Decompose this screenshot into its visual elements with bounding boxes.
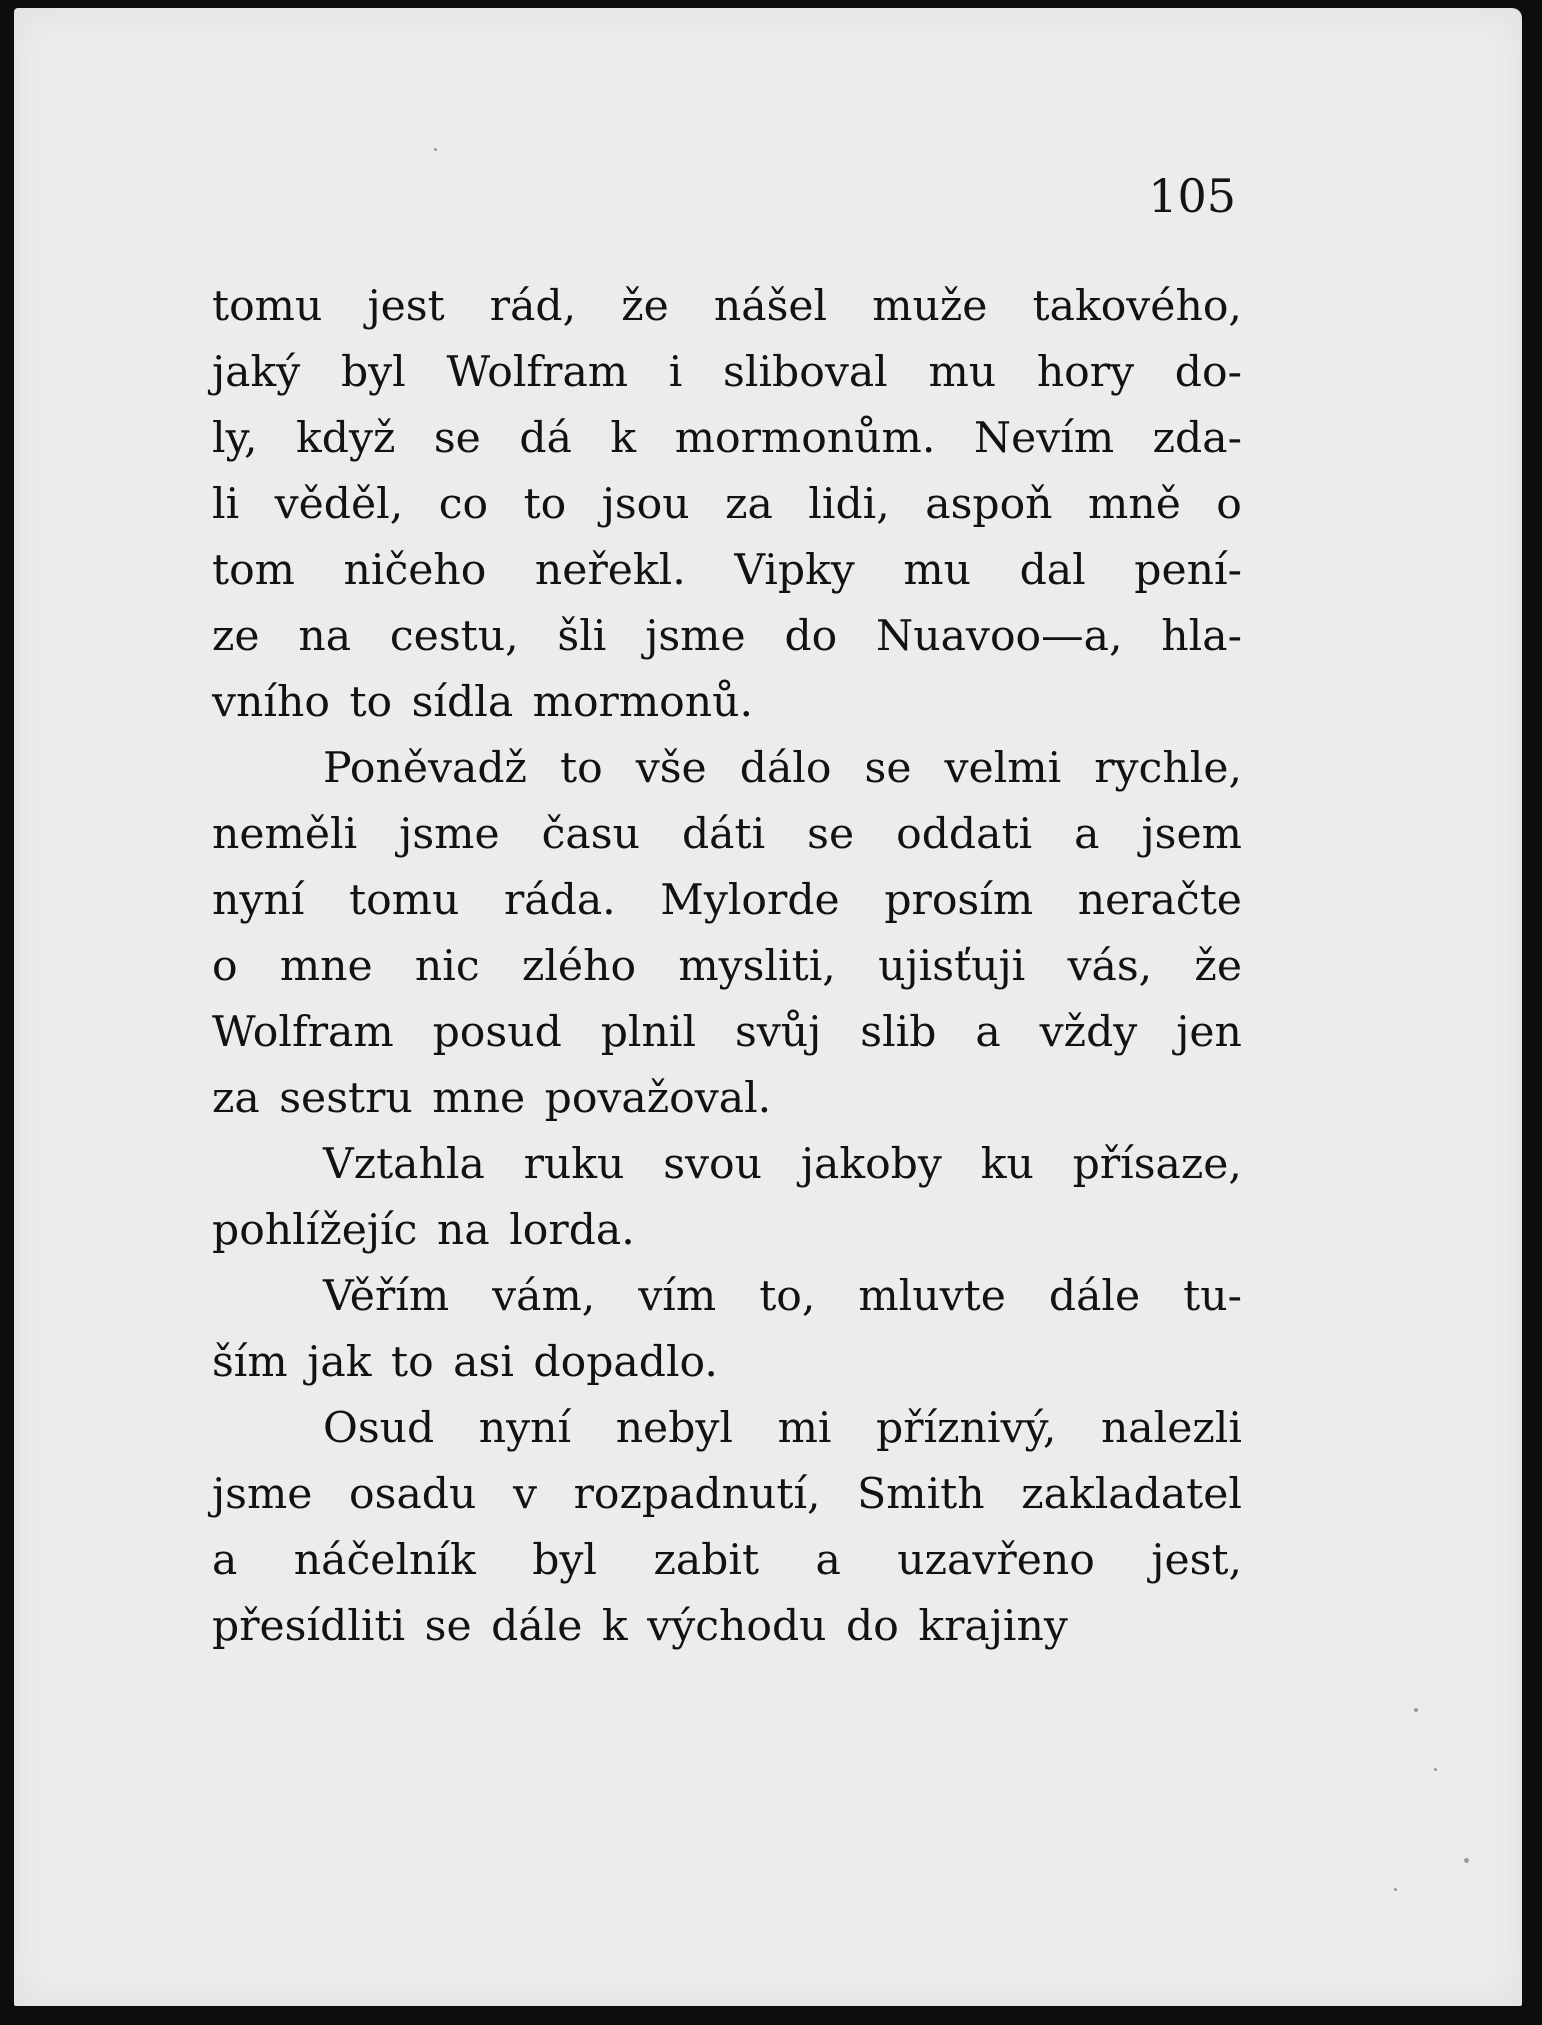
text-line: přesídliti se dále k východu do krajiny bbox=[212, 1602, 1068, 1651]
body-text bbox=[212, 274, 1242, 1660]
text-line: ly, když se dá k mormonům. Nevím zda- bbox=[212, 414, 1242, 463]
text-line: jsme osadu v rozpadnutí, Smith zakladatel bbox=[212, 1470, 1242, 1519]
text-line: a náčelník byl zabit a uzavřeno jest, bbox=[212, 1536, 1242, 1585]
text-line: jaký byl Wolfram i sliboval mu hory do- bbox=[212, 348, 1242, 397]
paper-speck bbox=[1414, 1708, 1418, 1712]
text-line: Věřím vám, vím to, mluvte dále tu- bbox=[323, 1272, 1242, 1321]
text-line: nyní tomu ráda. Mylorde prosím neračte bbox=[212, 876, 1242, 925]
text-line: za sestru mne považoval. bbox=[212, 1074, 772, 1123]
text-line: o mne nic zlého mysliti, ujisťuji vás, že bbox=[212, 942, 1242, 991]
text-line: ším jak to asi dopadlo. bbox=[212, 1338, 718, 1387]
text-line: Poněvadž to vše dálo se velmi rychle, bbox=[323, 744, 1242, 793]
paper-speck bbox=[434, 148, 437, 151]
paper-speck bbox=[1464, 1858, 1469, 1863]
page-number: 105 bbox=[1148, 169, 1236, 223]
text-line: Osud nyní nebyl mi příznivý, nalezli bbox=[323, 1404, 1242, 1453]
text-line: neměli jsme času dáti se oddati a jsem bbox=[212, 810, 1242, 859]
text-line: Wolfram posud plnil svůj slib a vždy jen bbox=[212, 1008, 1242, 1057]
text-line: Vztahla ruku svou jakoby ku přísaze, bbox=[323, 1140, 1242, 1189]
paper-speck bbox=[1394, 1888, 1397, 1891]
text-line: tomu jest rád, že nášel muže takového, bbox=[212, 282, 1242, 331]
text-line: pohlížejíc na lorda. bbox=[212, 1206, 635, 1255]
text-line: li věděl, co to jsou za lidi, aspoň mně o bbox=[212, 480, 1242, 529]
text-line: ze na cestu, šli jsme do Nuavoo—a, hla- bbox=[212, 612, 1242, 661]
paper-speck bbox=[1434, 1768, 1437, 1771]
text-line: tom ničeho neřekl. Vipky mu dal pení- bbox=[212, 546, 1242, 595]
book-page bbox=[14, 8, 1522, 2006]
text-line: vního to sídla mormonů. bbox=[212, 678, 754, 727]
